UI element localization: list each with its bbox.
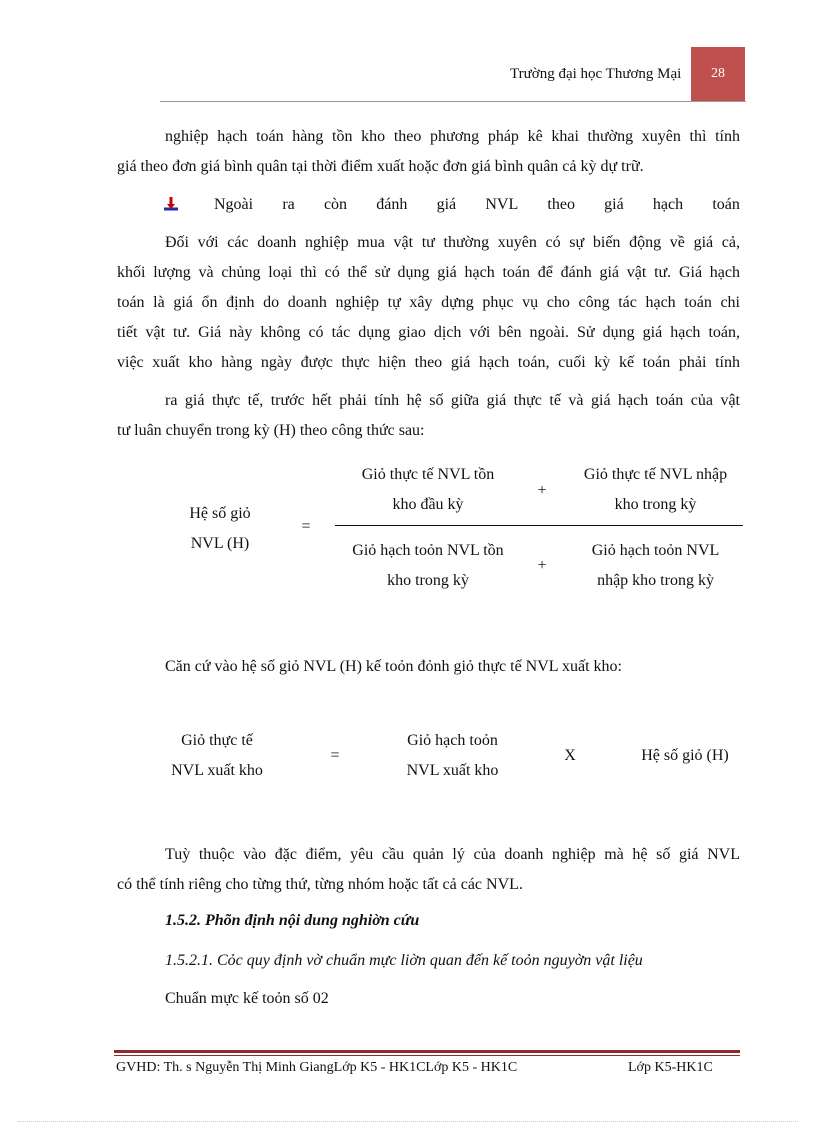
para2-line4: tiết vật tư. Giá này không có tác dụng giao dịch với bên ngoài. Sử dụng giá hạch toán, [117, 324, 740, 341]
formula1-den-left-line1: Giỏ hạch toỏn NVL tồn [352, 542, 504, 559]
para2-line5: việc xuất kho hàng ngày được thực hiện theo giá hạch toán, cuối kỳ kế toán phải tính [117, 354, 740, 371]
formula1-den-left-line2: kho trong kỳ [387, 572, 469, 589]
formula1-lhs-line1: Hệ số giỏ [189, 505, 251, 522]
formula2-b-line1: Giỏ hạch toỏn [407, 732, 498, 749]
subsection-heading: 1.5.2.1. Cỏc quy định vờ chuẩn mực liờn quan đến kế toỏn nguyờn vật liệu [165, 952, 643, 969]
bullet-word: ra [282, 196, 295, 213]
formula1-num-right-line2: kho trong kỳ [614, 496, 697, 513]
bullet-word: toán [712, 196, 740, 213]
footer-rule-thin [114, 1055, 740, 1056]
formula2-times: X [564, 747, 576, 764]
bullet-line [214, 196, 740, 214]
formula1-equals: = [301, 518, 311, 535]
para1-line2: giá theo đơn giá bình quân tại thời điểm xuất hoặc đơn giá bình quân cả kỳ dự trữ. [117, 158, 644, 175]
bullet-word: giá [436, 196, 457, 213]
page-bottom-border [18, 1121, 798, 1122]
formula1-num-right-line1: Giỏ thực tế NVL nhập [583, 466, 728, 483]
formula2-a-line1: Giỏ thực tế [181, 732, 253, 749]
formula2-equals: = [330, 747, 340, 764]
page-number-badge: 28 [691, 47, 745, 101]
para2-line3: toán là giá ổn định do doanh nghiệp tự xây dựng phục vụ cho công tác hạch toán chi [117, 294, 740, 311]
formula1-den-right-line2: nhập kho trong kỳ [597, 572, 714, 589]
footer-left-text: GVHD: Th. s Nguyễn Thị Minh GiangLớp K5 - HK1CLớp K5 - HK1C [116, 1060, 518, 1075]
header-school-name: Trường đại học Thương Mại [510, 66, 682, 82]
footer-rule-thick [114, 1050, 740, 1053]
para1-line1: nghiệp hạch toán hàng tồn kho theo phương pháp kê khai thường xuyên thì tính [165, 128, 740, 145]
bullet-word: còn [323, 196, 348, 213]
para4-line2: có thể tính riêng cho từng thứ, từng nhóm hoặc tất cả các NVL. [117, 876, 523, 893]
formula1-num-plus: + [537, 482, 547, 499]
formula1-num-left-line2: kho đầu kỳ [392, 496, 464, 513]
formula1-lhs-line2: NVL (H) [190, 535, 250, 552]
bullet-word: đánh [376, 196, 408, 213]
bullet-word: NVL [485, 196, 519, 213]
formula2-b-line2: NVL xuất kho [406, 762, 499, 779]
bullet-word: theo [547, 196, 575, 213]
section-heading: 1.5.2. Phõn định nội dung nghiờn cứu [165, 912, 420, 929]
formula2-c: Hệ số giỏ (H) [641, 747, 729, 764]
formula1-den-right-line1: Giỏ hạch toỏn NVL [591, 542, 720, 559]
footer-right-text: Lớp K5-HK1C [628, 1060, 713, 1075]
formula1-num-left-line1: Giỏ thực tế NVL tồn [361, 466, 495, 483]
header-divider [160, 101, 746, 102]
formula1-fraction-bar [335, 525, 743, 526]
formula1-den-plus: + [537, 557, 547, 574]
bullet-word: hạch [652, 196, 684, 213]
formula2-a-line2: NVL xuất kho [171, 762, 263, 779]
bullet-word: Ngoài [214, 196, 254, 213]
standard-line: Chuẩn mực kế toỏn số 02 [165, 990, 329, 1007]
para3-line2: tư luân chuyển trong kỳ (H) theo công thức sau: [117, 422, 425, 439]
para2-line1: Đối với các doanh nghiệp mua vật tư thường xuyên có sự biến động về giá cả, [165, 234, 740, 251]
bullet-word: giá [604, 196, 624, 213]
para3-line1: ra giá thực tế, trước hết phải tính hệ số giữa giá thực tế và giá hạch toán của vật [165, 392, 740, 409]
bullet-arrow-icon [163, 196, 179, 212]
para4-line1: Tuỳ thuộc vào đặc điểm, yêu cầu quản lý của doanh nghiệp mà hệ số giá NVL [165, 846, 740, 863]
formula2-intro: Căn cứ vào hệ số giỏ NVL (H) kế toỏn đỏnh giỏ thực tế NVL xuất kho: [165, 658, 622, 675]
para2-line2: khối lượng và chủng loại thì có thể sử dụng giá hạch toán để đánh giá vật tư. Giá hạch [117, 264, 740, 281]
